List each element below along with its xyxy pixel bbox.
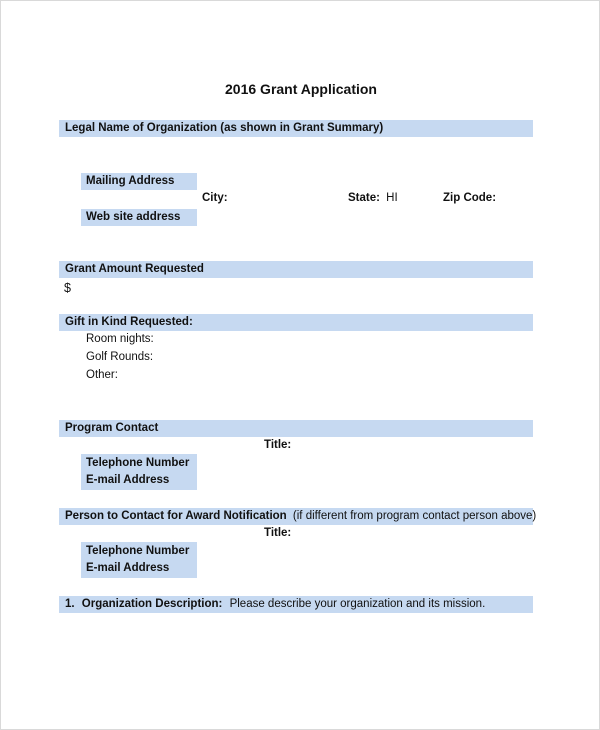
org-description-number: 1. [65, 598, 75, 610]
document-title: 2016 Grant Application [225, 81, 377, 97]
grant-amount-label: Grant Amount Requested [65, 263, 204, 275]
website-label: Web site address [81, 209, 197, 226]
program-contact-fields [81, 454, 197, 490]
program-contact-bar [59, 420, 533, 437]
state-field [348, 192, 398, 204]
zip-code-label: Zip Code: [443, 192, 497, 204]
award-contact-title-label: Title: [264, 527, 292, 539]
mailing-address-label: Mailing Address [81, 173, 197, 190]
gift-item-golf-rounds: Golf Rounds: [86, 351, 154, 363]
state-label: State: [348, 192, 380, 204]
gift-item-room-nights: Room nights: [86, 333, 154, 345]
program-contact-phone-label: Telephone Number [86, 457, 190, 469]
award-contact-phone-label: Telephone Number [86, 545, 190, 557]
org-description-prompt: Please describe your organization and its mission. [229, 598, 486, 610]
legal-name-label: Legal Name of Organization (as shown in Grant Summary) [65, 122, 384, 134]
program-contact-label: Program Contact [65, 422, 159, 434]
currency-symbol: $ [64, 281, 71, 295]
org-description-label: Organization Description: [81, 598, 223, 610]
award-contact-fields [81, 542, 197, 578]
award-contact-note: (if different from program contact person above) [292, 510, 537, 522]
award-contact-bar [59, 508, 537, 525]
award-contact-label: Person to Contact for Award Notification [65, 510, 287, 522]
program-contact-email-label: E-mail Address [86, 474, 170, 486]
program-contact-title-label: Title: [264, 439, 292, 451]
gift-in-kind-bar [59, 314, 533, 331]
org-description-bar [59, 596, 533, 613]
state-value: HI [386, 192, 398, 204]
award-contact-email-label: E-mail Address [86, 562, 170, 574]
gift-in-kind-label: Gift in Kind Requested: [65, 316, 193, 328]
gift-item-other: Other: [86, 369, 118, 381]
legal-name-bar [59, 120, 533, 137]
city-label: City: [202, 192, 228, 204]
grant-amount-bar [59, 261, 533, 278]
